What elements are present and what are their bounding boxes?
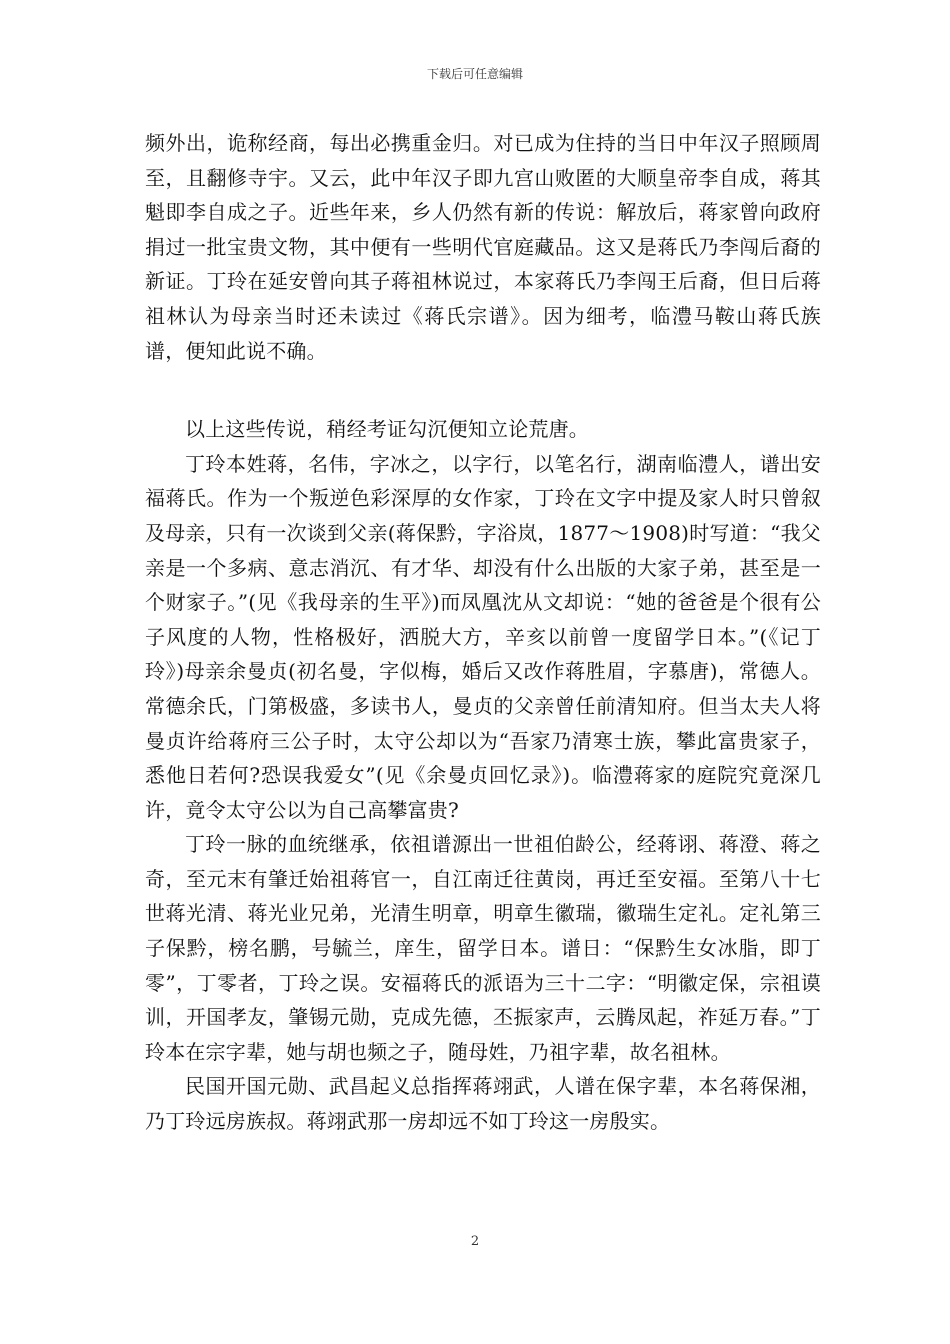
paragraph-family-background: 丁玲本姓蒋，名伟，字冰之，以字行，以笔名行，湖南临澧人，谱出安福蒋氏。作为一个叛逆色彩深厚的女作家，丁玲在文字中提及家人时只曾叙及母亲，只有一次谈到父亲(蒋保黔，字浴岚，1877～1908)时写道：“我父亲是一个多病、意志消沉、有才华、却没有什么出版的大家子弟，甚至是一个财家子。”(见《我母亲的生平》)而凤凰沈从文却说：“她的爸爸是个很有公子风度的人物，性格极好，洒脱大方，辛亥以前曾一度留学日本。”(《记丁玲》)母亲余曼贞(初名曼，字似梅，婚后又改作蒋胜眉，字慕唐)，常德人。常德余氏，门第极盛，多读书人，曼贞的父亲曾任前清知府。但当太夫人将曼贞许给蒋府三公子时，太守公却以为“吾家乃清寒士族，攀此富贵家子，悉他日若何?恐误我爱女”(见《余曼贞回忆录》)。临澧蒋家的庭院究竟深几许，竟令太守公以为自己高攀富贵? xyxy=(145,451,821,822)
paragraph-jiang-yiwu: 民国开国元勋、武昌起义总指挥蒋翊武，人谱在保字辈，本名蒋保湘，乃丁玲远房族叔。蒋翊武那一房却远不如丁玲这一房殷实。 xyxy=(145,1074,821,1134)
document-body xyxy=(145,126,821,1139)
paragraph-continued: 频外出，诡称经商，每出必携重金归。对已成为住持的当日中年汉子照顾周至，且翻修寺宇。又云，此中年汉子即九宫山败匿的大顺皇帝李自成，蒋其魁即李自成之子。近些年来，乡人仍然有新的传说：解放后，蒋家曾向政府捐过一批宝贵文物，其中便有一些明代官庭藏品。这又是蒋氏乃李闯后裔的新证。丁玲在延安曾向其子蒋祖林说过，本家蒋氏乃李闯王后裔，但日后蒋祖林认为母亲当时还未读过《蒋氏宗谱》。因为细考，临澧马鞍山蒋氏族谱，便知此说不确。 xyxy=(145,131,821,363)
page-number: 2 xyxy=(470,1234,480,1249)
paragraph-legends-summary: 以上这些传说，稍经考证勾沉便知立论荒唐。 xyxy=(185,417,589,442)
page-header: 下载后可任意编辑 xyxy=(426,67,523,81)
paragraph-genealogy: 丁玲一脉的血统继承，依祖谱源出一世祖伯龄公，经蒋诩、蒋澄、蒋之奇，至元末有肇迁始祖蒋官一，自江南迁往黄岗，再迁至安福。至第八十七世蒋光清、蒋光业兄弟，光清生明章，明章生徽瑞，徽瑞生定礼。定礼第三子保黔，榜名鹏，号毓兰，庠生，留学日本。谱日：“保黔生女冰脂，即丁零”，丁零者，丁玲之误。安福蒋氏的派语为三十二字：“明徽定保，宗祖谟训，开国孝友，肇锡元勋，克成先德，丕振家声，云腾凤起，祚延万春。”丁玲本在宗字辈，她与胡也频之子，随母姓，乃祖字辈，故名祖林。 xyxy=(145,832,821,1064)
